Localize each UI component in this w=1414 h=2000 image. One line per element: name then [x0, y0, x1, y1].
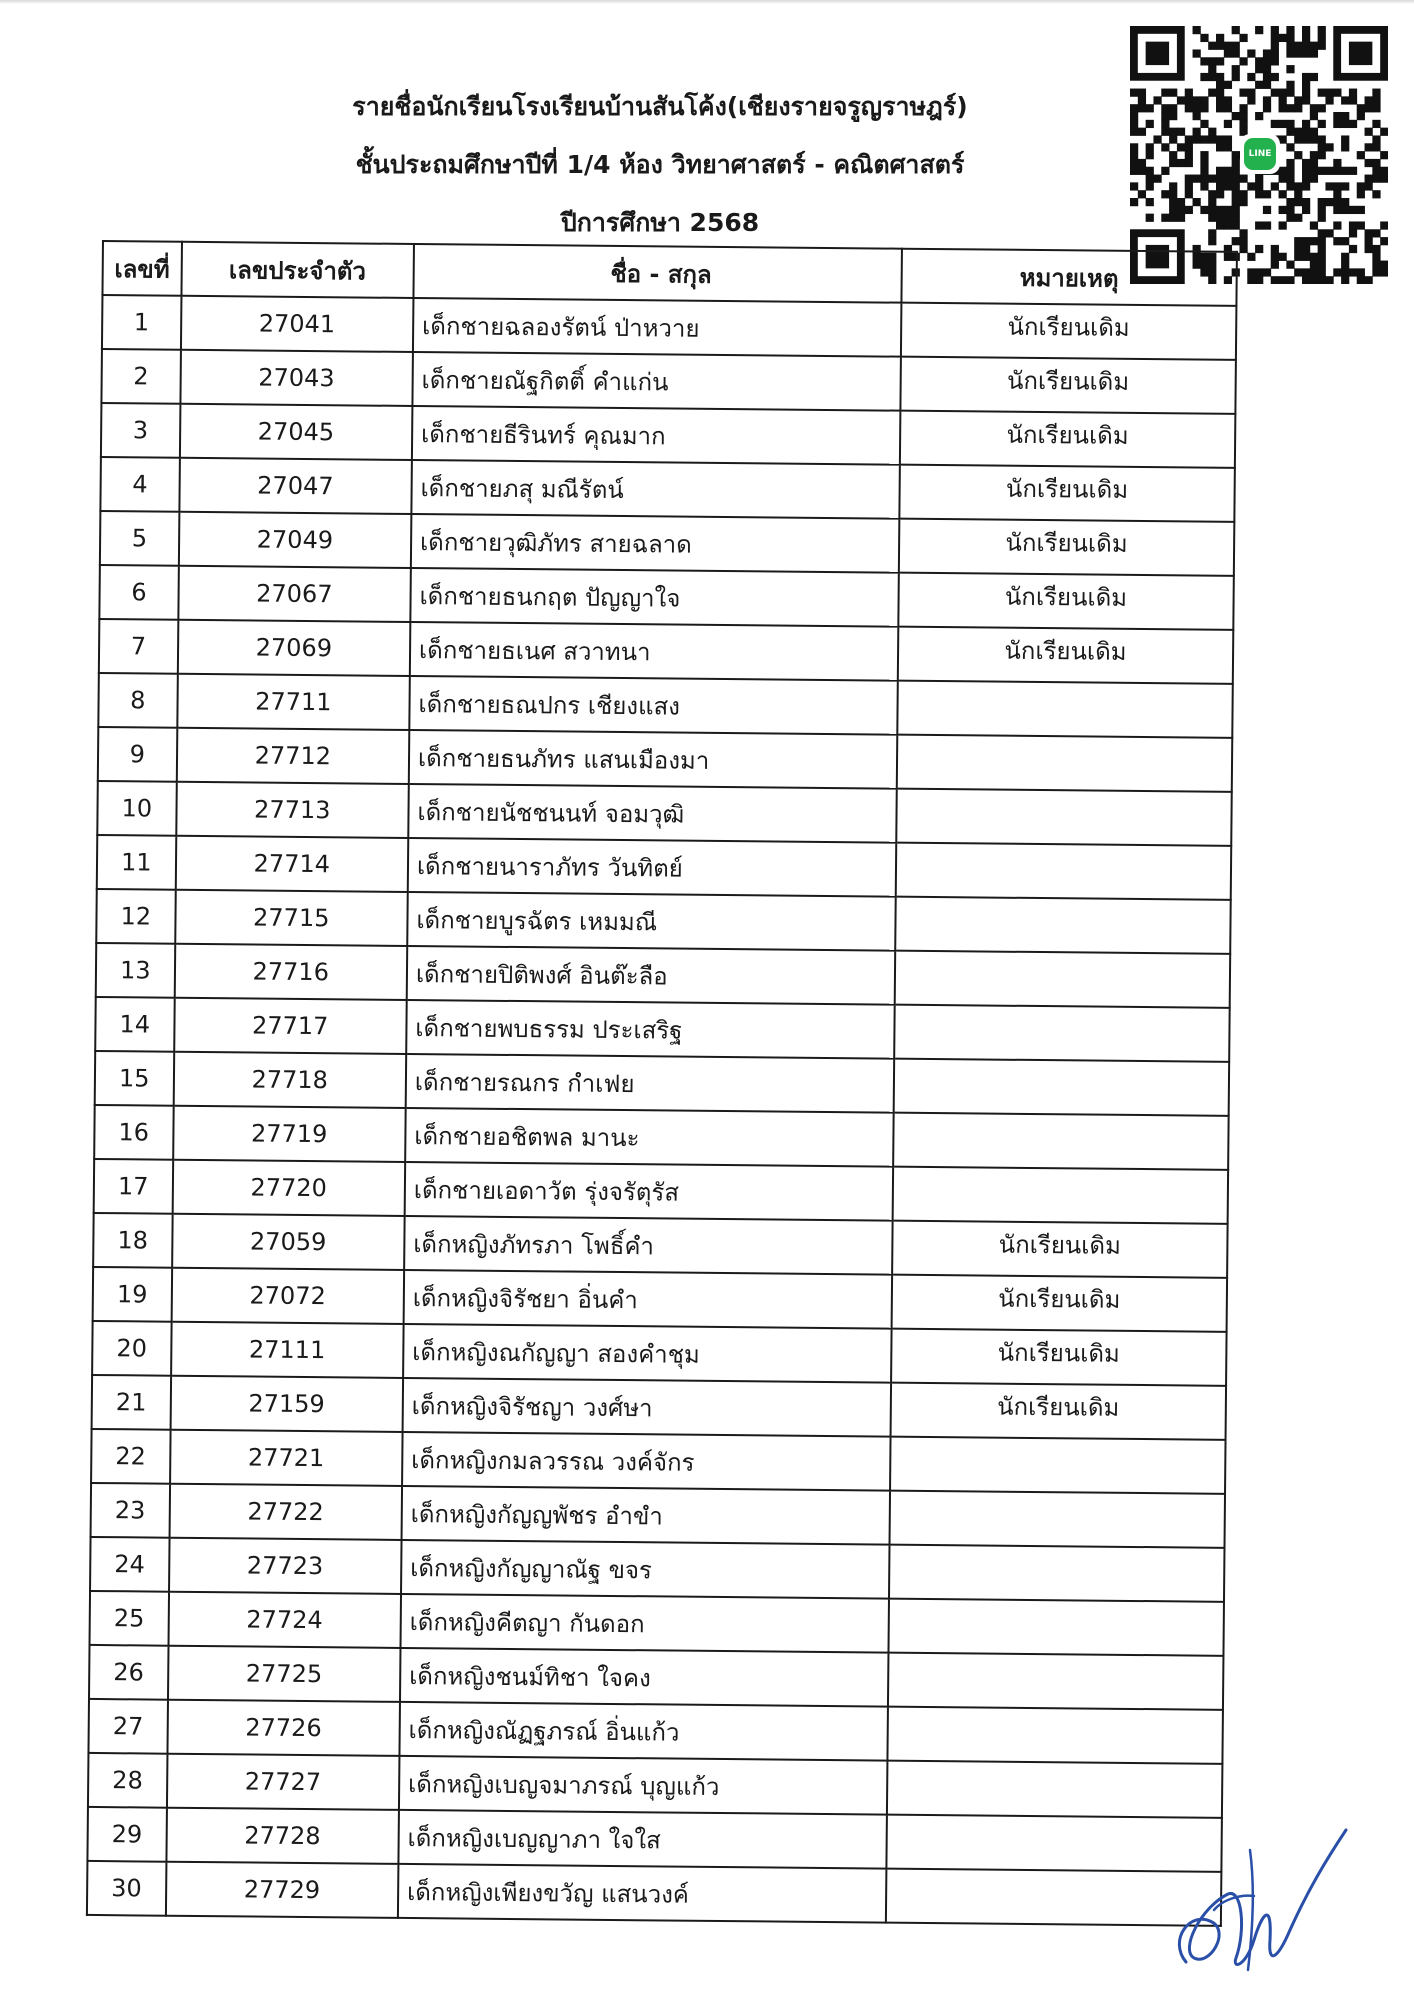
row-student-id: 27713	[176, 782, 409, 838]
row-full-name: เด็กหญิงเพียงขวัญ แสนวงค์	[398, 1864, 886, 1923]
row-remark	[897, 735, 1233, 792]
row-number: 21	[92, 1375, 171, 1430]
row-remark	[895, 897, 1231, 954]
row-full-name: เด็กหญิงจิรัชยา อิ่นคำ	[404, 1270, 892, 1329]
header-number: เลขที่	[102, 241, 181, 296]
row-remark	[888, 1653, 1224, 1710]
row-number: 18	[93, 1213, 172, 1268]
row-remark: นักเรียนเดิม	[891, 1275, 1227, 1332]
row-number: 22	[91, 1429, 170, 1484]
row-student-id: 27047	[179, 458, 412, 514]
row-number: 26	[89, 1645, 168, 1700]
row-remark	[894, 1005, 1230, 1062]
row-full-name: เด็กชายณัฐกิตติ์ คำแก่น	[412, 352, 900, 411]
row-number: 5	[100, 511, 179, 566]
signature-icon	[1150, 1790, 1350, 1980]
row-number: 30	[87, 1861, 166, 1916]
row-remark: นักเรียนเดิม	[901, 303, 1237, 360]
row-number: 6	[99, 565, 178, 620]
row-number: 1	[102, 295, 181, 350]
document-header	[300, 78, 1020, 252]
row-number: 29	[87, 1807, 166, 1862]
row-remark	[893, 1113, 1229, 1170]
row-student-id: 27711	[177, 674, 410, 730]
row-student-id: 27067	[178, 566, 411, 622]
row-student-id: 27725	[168, 1646, 401, 1702]
academic-year-title: ปีการศึกษา 2568	[560, 208, 760, 237]
row-number: 2	[101, 349, 180, 404]
row-full-name: เด็กหญิงกัญญาณัฐ ขจร	[401, 1540, 889, 1599]
row-student-id: 27159	[170, 1376, 403, 1432]
row-remark	[897, 681, 1233, 738]
row-number: 12	[96, 889, 175, 944]
row-student-id: 27714	[175, 836, 408, 892]
row-remark: นักเรียนเดิม	[899, 465, 1235, 522]
row-student-id: 27072	[171, 1268, 404, 1324]
row-number: 16	[94, 1105, 173, 1160]
row-number: 8	[98, 673, 177, 728]
student-roster-table	[86, 240, 1238, 1927]
row-remark	[889, 1545, 1225, 1602]
row-full-name: เด็กชายปิติพงศ์ อินต๊ะลือ	[407, 946, 895, 1005]
row-full-name: เด็กหญิงณกัญญา สองคำชุม	[403, 1324, 891, 1383]
row-remark	[887, 1707, 1223, 1764]
row-student-id: 27727	[167, 1754, 400, 1810]
row-full-name: เด็กชายเอดาวัต รุ่งจรัตุรัส	[405, 1162, 893, 1221]
row-number: 3	[101, 403, 180, 458]
row-student-id: 27111	[171, 1322, 404, 1378]
row-student-id: 27721	[170, 1430, 403, 1486]
row-full-name: เด็กหญิงชนม์ทิชา ใจคง	[400, 1648, 888, 1707]
header-full-name: ชื่อ - สกุล	[413, 244, 901, 303]
row-number: 11	[97, 835, 176, 890]
row-full-name: เด็กหญิงณัฏฐภรณ์ อิ่นแก้ว	[399, 1702, 887, 1761]
row-remark: นักเรียนเดิม	[892, 1221, 1228, 1278]
row-number: 14	[95, 997, 174, 1052]
row-remark: นักเรียนเดิม	[898, 627, 1234, 684]
row-full-name: เด็กชายวุฒิภัทร สายฉลาด	[411, 514, 899, 573]
row-full-name: เด็กชายธเนศ สวาทนา	[410, 622, 898, 681]
row-full-name: เด็กหญิงภัทรภา โพธิ์คำ	[404, 1216, 892, 1275]
row-student-id: 27069	[177, 620, 410, 676]
row-full-name: เด็กหญิงกัญญพัชร อำขำ	[401, 1486, 889, 1545]
row-full-name: เด็กหญิงเบญจมาภรณ์ บุญแก้ว	[399, 1756, 887, 1815]
row-full-name: เด็กหญิงกมลวรรณ วงค์จักร	[402, 1432, 890, 1491]
row-number: 10	[97, 781, 176, 836]
row-number: 19	[93, 1267, 172, 1322]
row-student-id: 27049	[179, 512, 412, 568]
row-remark: นักเรียนเดิม	[900, 411, 1236, 468]
row-remark	[889, 1491, 1225, 1548]
row-full-name: เด็กชายธนภัทร แสนเมืองมา	[409, 730, 897, 789]
row-remark	[896, 789, 1232, 846]
row-full-name: เด็กชายพบธรรม ประเสริฐ	[406, 1000, 894, 1059]
row-remark: นักเรียนเดิม	[900, 357, 1236, 414]
row-number: 23	[91, 1483, 170, 1538]
row-full-name: เด็กหญิงเบญญาภา ใจใส	[398, 1810, 886, 1869]
row-number: 15	[95, 1051, 174, 1106]
header-remark: หมายเหตุ	[901, 249, 1237, 306]
row-remark	[892, 1167, 1228, 1224]
header-student-id: เลขประจำตัว	[181, 242, 414, 298]
row-full-name: เด็กชายธีรินทร์ คุณมาก	[412, 406, 900, 465]
row-number: 24	[90, 1537, 169, 1592]
row-student-id: 27719	[173, 1106, 406, 1162]
row-remark: นักเรียนเดิม	[898, 573, 1234, 630]
line-logo-icon	[1240, 134, 1280, 174]
row-student-id: 27043	[180, 350, 413, 406]
row-student-id: 27724	[168, 1592, 401, 1648]
row-number: 9	[98, 727, 177, 782]
row-student-id: 27720	[172, 1160, 405, 1216]
row-remark: นักเรียนเดิม	[899, 519, 1235, 576]
row-full-name: เด็กชายนาราภัทร วันทิตย์	[408, 838, 896, 897]
row-remark	[888, 1599, 1224, 1656]
row-number: 7	[99, 619, 178, 674]
row-number: 27	[88, 1699, 167, 1754]
row-full-name: เด็กชายนัชชนนท์ จอมวุฒิ	[408, 784, 896, 843]
row-number: 25	[90, 1591, 169, 1646]
row-student-id: 27041	[181, 296, 414, 352]
row-student-id: 27715	[175, 890, 408, 946]
row-number: 28	[88, 1753, 167, 1808]
row-full-name: เด็กชายธณปกร เชียงแสง	[409, 676, 897, 735]
row-number: 20	[92, 1321, 171, 1376]
row-remark: นักเรียนเดิม	[891, 1329, 1227, 1386]
scan-edge	[0, 0, 1414, 4]
row-full-name: เด็กชายอชิตพล มานะ	[405, 1108, 893, 1167]
row-student-id: 27729	[166, 1862, 399, 1918]
row-number: 13	[96, 943, 175, 998]
row-student-id: 27717	[174, 998, 407, 1054]
table-row	[87, 1861, 1221, 1926]
row-full-name: เด็กชายธนกฤต ปัญญาใจ	[410, 568, 898, 627]
row-full-name: เด็กชายฉลองรัตน์ ป่าหวาย	[413, 298, 901, 357]
row-remark	[890, 1437, 1226, 1494]
table-body	[87, 295, 1236, 1926]
row-full-name: เด็กหญิงจิรัชญา วงศ์ษา	[402, 1378, 890, 1437]
row-remark	[895, 951, 1231, 1008]
school-title: รายชื่อนักเรียนโรงเรียนบ้านสันโค้ง(เชียงรายจรูญราษฎร์)	[352, 92, 968, 121]
row-student-id: 27059	[172, 1214, 405, 1270]
row-student-id: 27712	[176, 728, 409, 784]
row-full-name: เด็กหญิงคีตญา กันดอก	[400, 1594, 888, 1653]
row-full-name: เด็กชายรณกร กำเฟย	[406, 1054, 894, 1113]
row-number: 4	[100, 457, 179, 512]
row-remark: นักเรียนเดิม	[890, 1383, 1226, 1440]
row-remark	[896, 843, 1232, 900]
row-student-id: 27716	[174, 944, 407, 1000]
row-student-id: 27718	[173, 1052, 406, 1108]
row-student-id: 27726	[167, 1700, 400, 1756]
row-student-id: 27728	[166, 1808, 399, 1864]
row-number: 17	[94, 1159, 173, 1214]
class-title: ชั้นประถมศึกษาปีที่ 1/4 ห้อง วิทยาศาสตร์ - คณิตศาสตร์	[355, 150, 965, 179]
line-qr-code	[1130, 26, 1388, 284]
row-remark	[894, 1059, 1230, 1116]
line-logo-text: LINE	[1244, 138, 1276, 170]
row-student-id: 27045	[180, 404, 413, 460]
row-student-id: 27723	[169, 1538, 402, 1594]
row-student-id: 27722	[169, 1484, 402, 1540]
row-full-name: เด็กชายบูรฉัตร เหมมณี	[407, 892, 895, 951]
row-full-name: เด็กชายภสุ มณีรัตน์	[411, 460, 899, 519]
